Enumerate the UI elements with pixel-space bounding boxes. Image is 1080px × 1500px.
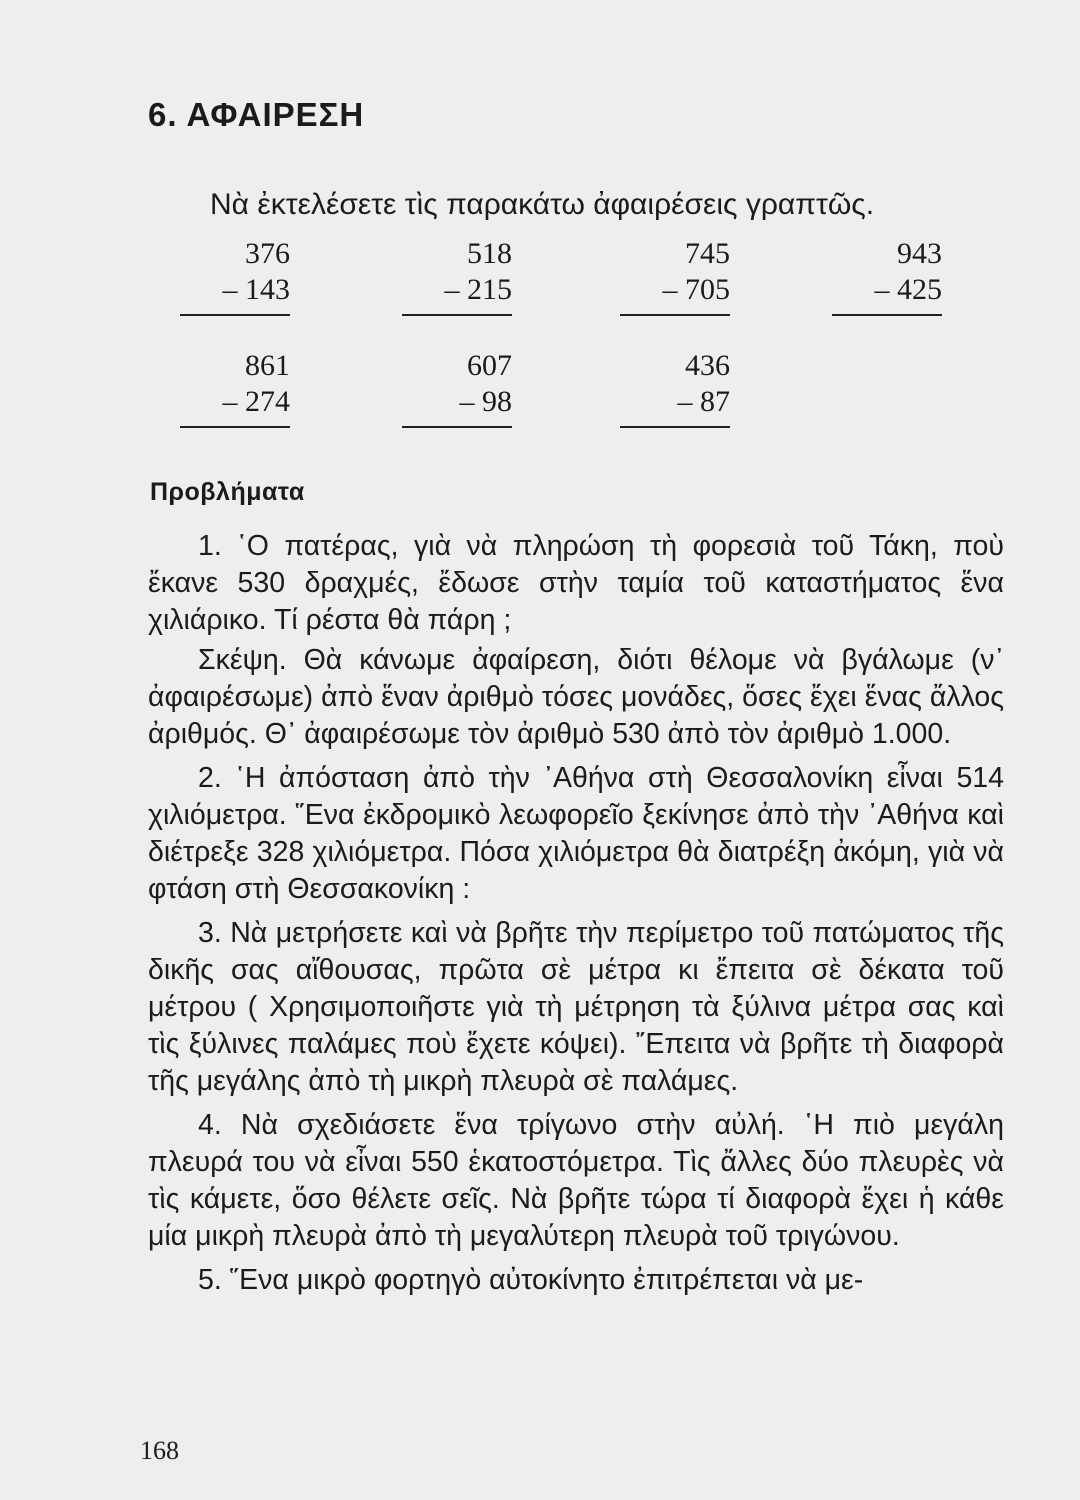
result-line [832,314,942,316]
exercise-6 [402,348,512,428]
exercise-2 [402,236,512,316]
minuend: 943 [897,237,942,270]
minuend: 745 [685,237,730,270]
subtraction-exercises [0,236,1080,466]
exercise-5 [180,348,290,428]
subtrahend: – 705 [662,273,730,306]
problem-1-reasoning: Σκέψη. Θὰ κάνωμε ἀφαίρεση, διότι θέλομε νὰ βγάλωμε (ν᾿ ἀφαιρέσωμε) ἀπὸ ἕναν ἀριθμὸ τόσες μονάδες, ὅσες ἔχει ἕνας ἄλλος ἀριθμός. Θ᾿ ἀφαιρέσωμε τὸν ἀριθμὸ 530 ἀπὸ τὸν ἀριθμὸ 1.000. [148,644,1004,750]
subtrahend: – 425 [874,273,942,306]
result-line [402,314,512,316]
result-line [402,426,512,428]
subtrahend: – 143 [222,273,290,306]
subtrahend: – 98 [459,385,512,418]
problem-2: 2. ῾Η ἀπόσταση ἀπὸ τὴν ᾿Αθήνα στὴ Θεσσαλονίκη εἶναι 514 χιλιόμετρα. ῞Ενα ἐκδρομικὸ λεωφορεῖο ξεκίνησε ἀπὸ τὴν ᾿Αθήνα καὶ διέτρεξε 328 χιλιόμετρα. Πόσα χιλιόμετρα θὰ διατρέξη ἀκόμη, γιὰ νὰ φτάση στὴ Θεσσακονίκη : [148,762,1004,905]
exercise-7 [620,348,730,428]
exercise-3 [620,236,730,316]
minuend: 861 [245,349,290,382]
problem-5: 5. ῞Ενα μικρὸ φορτηγὸ αὐτοκίνητο ἐπιτρέπεται νὰ με- [198,1264,864,1296]
subtrahend: – 274 [222,385,290,418]
problem-1: 1. ῾Ο πατέρας, γιὰ νὰ πληρώση τὴ φορεσιὰ τοῦ Τάκη, ποὺ ἔκανε 530 δραχμές, ἔδωσε στὴν ταμία τοῦ καταστήματος ἕνα χιλιάρικο. Τί ρέστα θὰ πάρη ; [148,530,1004,636]
minuend: 518 [467,237,512,270]
minuend: 376 [245,237,290,270]
exercise-1 [180,236,290,316]
problems-heading: Προβλήματα [150,478,305,506]
result-line [620,426,730,428]
page-number: 168 [140,1436,179,1465]
result-line [180,314,290,316]
minuend: 436 [685,349,730,382]
problem-4: 4. Νὰ σχεδιάσετε ἕνα τρίγωνο στὴν αὐλή. ῾Η πιὸ μεγάλη πλευρά του νὰ εἶναι 550 ἑκατοστόμετρα. Τὶς ἄλλες δύο πλευρὲς νὰ τὶς κάμετε, ὅσο θέλετε σεῖς. Νὰ βρῆτε τώρα τί διαφορὰ ἔχει ἡ κάθε μία μικρὴ πλευρὰ ἀπὸ τὴ μεγαλύτερη πλευρὰ τοῦ τριγώνου. [148,1109,1004,1252]
subtrahend: – 87 [677,385,730,418]
result-line [180,426,290,428]
section-title: 6. ΑΦΑΙΡΕΣΗ [148,96,365,133]
exercise-4 [832,236,942,316]
subtrahend: – 215 [444,273,512,306]
exercise-instruction: Νὰ ἐκτελέσετε τὶς παρακάτω ἀφαιρέσεις γραπτῶς. [210,188,875,221]
result-line [620,314,730,316]
minuend: 607 [467,349,512,382]
problems-list [148,528,1004,1306]
problem-3: 3. Νὰ μετρήσετε καὶ νὰ βρῆτε τὴν περίμετρο τοῦ πατώματος τῆς δικῆς σας αἴθουσας, πρῶτα σὲ μέτρα κι ἔπειτα σὲ δέκατα τοῦ μέτρου ( Χρησιμοποιῆστε γιὰ τὴ μέτρηση τὰ ξύλινα μέτρα σας καὶ τὶς ξύλινες παλάμες ποὺ ἔχετε κόψει). ῎Επειτα νὰ βρῆτε τὴ διαφορὰ τῆς μεγάλης ἀπὸ τὴ μικρὴ πλευρὰ σὲ παλάμες. [148,917,1004,1097]
